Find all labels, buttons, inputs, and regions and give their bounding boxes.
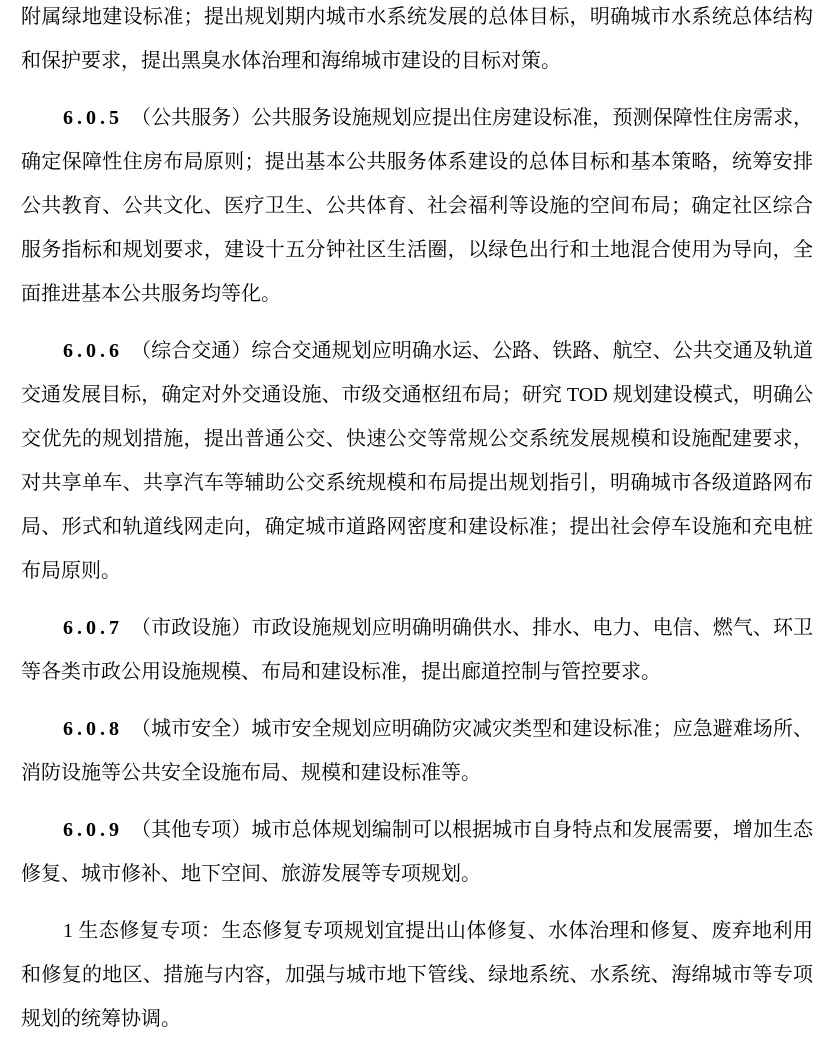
text-line: 交优先的规划措施，提出普通公交、快速公交等常规公交系统发展规模和设施配建要求， <box>21 428 813 450</box>
text-line: 附属绿地建设标准；提出规划期内城市水系统发展的总体目标，明确城市水系统总体结构 <box>21 6 813 28</box>
section-lead-text: （城市安全）城市安全规划应明确防灾减灾类型和建设标准；应急避难场所、 <box>131 718 813 740</box>
section-number: 6.0.6 <box>63 340 123 362</box>
text-line: 消防设施等公共安全设施布局、规模和建设标准等。 <box>21 762 481 784</box>
text-line: 交通发展目标，确定对外交通设施、市级交通枢纽布局；研究 TOD 规划建设模式，明确公 <box>21 384 813 406</box>
text-line: 公共教育、公共文化、医疗卫生、公共体育、社会福利等设施的空间布局；确定社区综合 <box>21 195 813 217</box>
text-line <box>21 606 813 650</box>
text-line <box>21 808 813 852</box>
section-number: 6.0.7 <box>63 617 123 639</box>
text-line: 等各类市政公用设施规模、布局和建设标准，提出廊道控制与管控要求。 <box>21 661 661 683</box>
section-number: 6.0.8 <box>63 718 123 740</box>
section-lead-text: （公共服务）公共服务设施规划应提出住房建设标准，预测保障性住房需求， <box>131 107 813 129</box>
text-line: 服务指标和规划要求，建设十五分钟社区生活圈，以绿色出行和土地混合使用为导向，全 <box>21 239 813 261</box>
paragraph <box>21 909 813 1041</box>
text-line: 布局原则。 <box>21 560 121 582</box>
section-number: 6.0.9 <box>63 819 123 841</box>
text-line: 1 生态修复专项：生态修复专项规划宜提出山体修复、水体治理和修复、废弃地利用 <box>63 920 813 942</box>
text-line <box>21 707 813 751</box>
text-line: 和修复的地区、措施与内容，加强与城市地下管线、绿地系统、水系统、海绵城市等专项 <box>21 964 813 986</box>
section-lead-text: （其他专项）城市总体规划编制可以根据城市自身特点和发展需要，增加生态 <box>131 819 813 841</box>
text-line <box>21 329 813 373</box>
paragraph <box>21 329 813 593</box>
text-line: 确定保障性住房布局原则；提出基本公共服务体系建设的总体目标和基本策略，统筹安排 <box>21 151 813 173</box>
paragraph <box>21 707 813 795</box>
text-line: 局、形式和轨道线网走向，确定城市道路网密度和建设标准；提出社会停车设施和充电桩 <box>21 516 813 538</box>
text-line: 面推进基本公共服务均等化。 <box>21 283 281 305</box>
section-number: 6.0.5 <box>63 107 123 129</box>
paragraph <box>21 808 813 896</box>
paragraph <box>21 96 813 316</box>
paragraph <box>21 606 813 694</box>
section-lead-text: （综合交通）综合交通规划应明确水运、公路、铁路、航空、公共交通及轨道 <box>131 340 813 362</box>
paragraph <box>21 0 813 83</box>
section-lead-text: （市政设施）市政设施规划应明确明确供水、排水、电力、电信、燃气、环卫 <box>131 617 813 639</box>
text-line <box>21 96 813 140</box>
text-line: 修复、城市修补、地下空间、旅游发展等专项规划。 <box>21 863 481 885</box>
text-line: 规划的统筹协调。 <box>21 1008 181 1030</box>
text-line: 对共享单车、共享汽车等辅助公交系统规模和布局提出规划指引，明确城市各级道路网布 <box>21 472 813 494</box>
text-line: 和保护要求，提出黑臭水体治理和海绵城市建设的目标对策。 <box>21 50 561 72</box>
